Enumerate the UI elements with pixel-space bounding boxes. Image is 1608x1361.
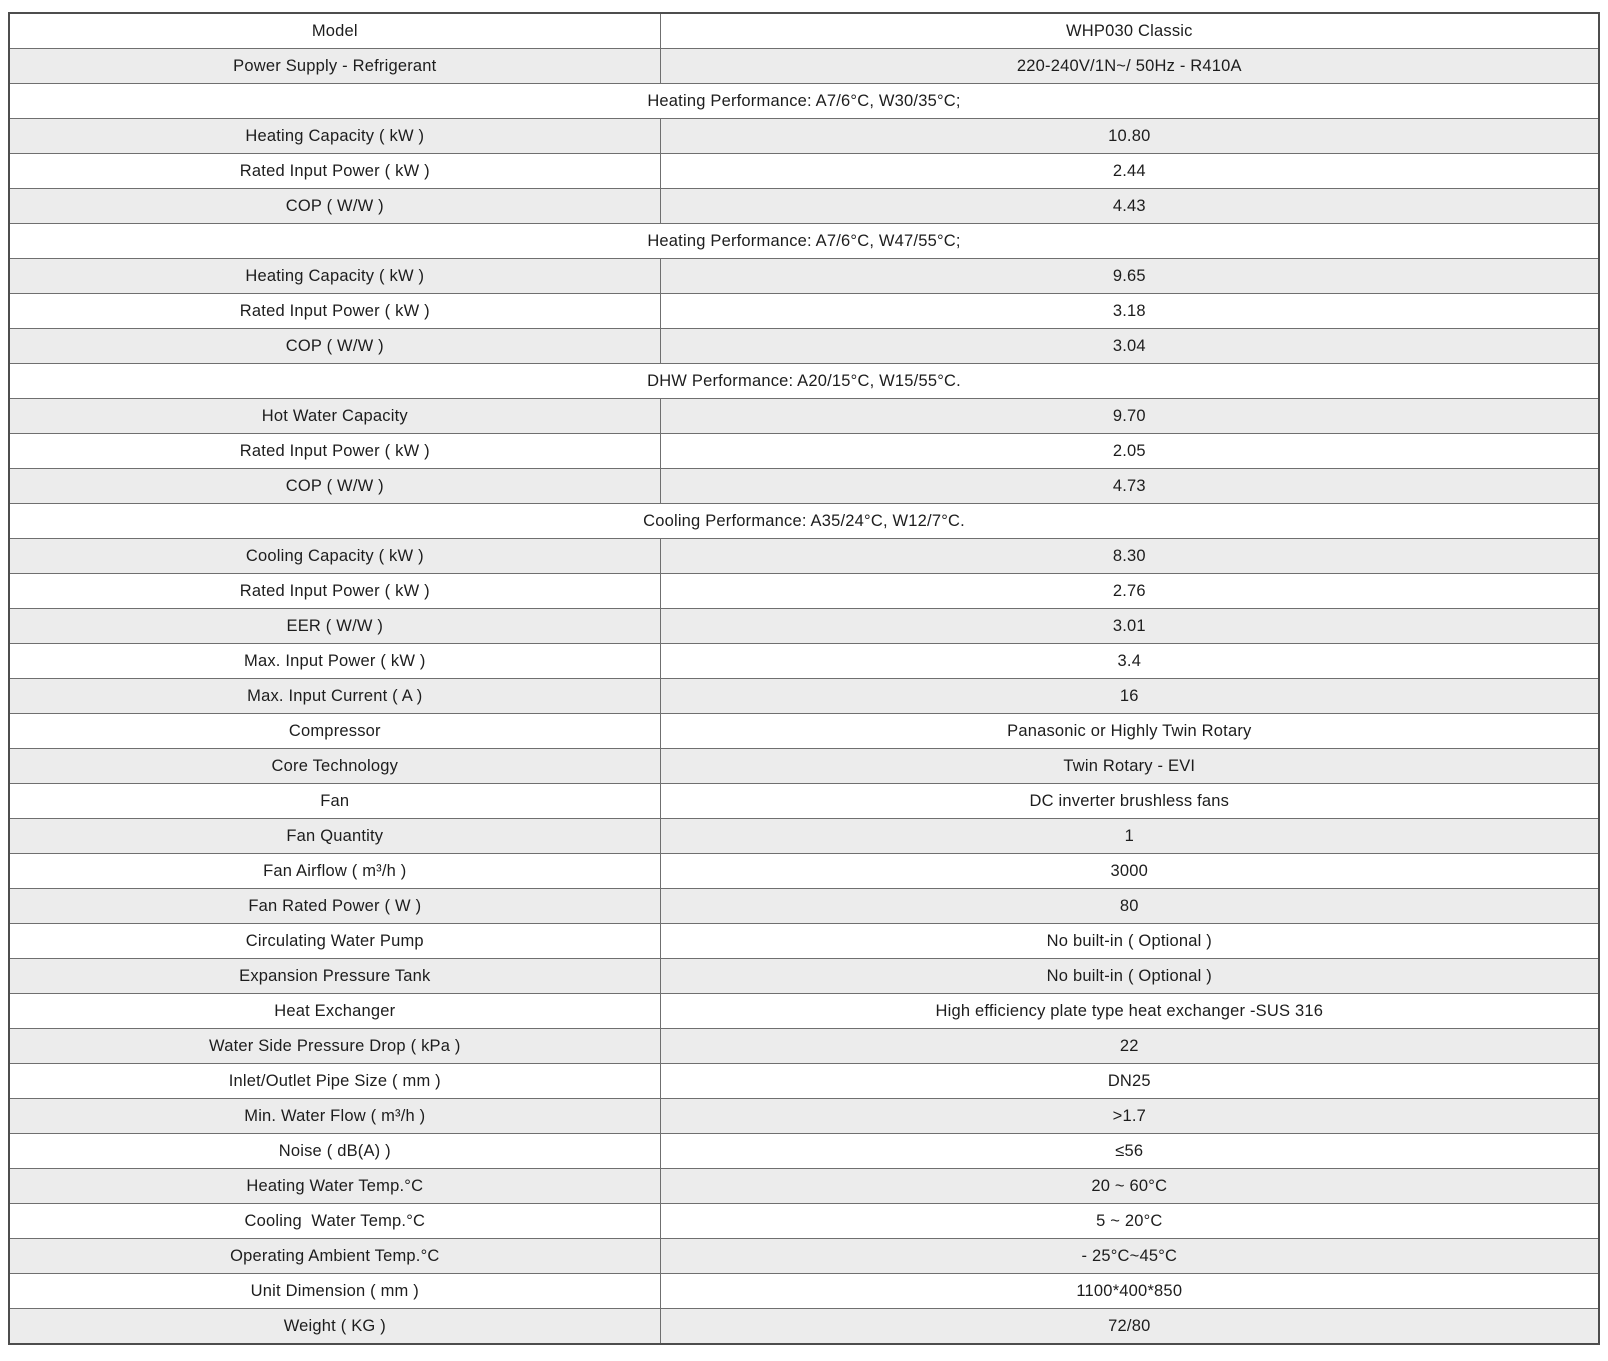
section-header-row [9,224,1599,259]
spec-label: Cooling Water Temp.°C [9,1204,660,1239]
spec-row [9,1134,1599,1169]
spec-row [9,1239,1599,1274]
spec-value: 1 [660,819,1599,854]
spec-table-body [9,13,1599,1344]
spec-value: 22 [660,1029,1599,1064]
spec-label: Weight ( KG ) [9,1309,660,1345]
spec-label: Noise ( dB(A) ) [9,1134,660,1169]
spec-row [9,399,1599,434]
spec-row [9,854,1599,889]
spec-label: Heating Water Temp.°C [9,1169,660,1204]
spec-label: COP ( W/W ) [9,329,660,364]
spec-value: 72/80 [660,1309,1599,1345]
spec-row [9,1274,1599,1309]
spec-row [9,154,1599,189]
spec-value: 3.04 [660,329,1599,364]
spec-label: Hot Water Capacity [9,399,660,434]
section-title: Cooling Performance: A35/24°C, W12/7°C. [9,504,1599,539]
spec-value: 3000 [660,854,1599,889]
spec-row [9,889,1599,924]
spec-label: Max. Input Current ( A ) [9,679,660,714]
spec-label: Power Supply - Refrigerant [9,49,660,84]
spec-value: No built-in ( Optional ) [660,959,1599,994]
spec-label: COP ( W/W ) [9,469,660,504]
spec-value: 9.65 [660,259,1599,294]
spec-row [9,469,1599,504]
spec-row [9,924,1599,959]
spec-label: Core Technology [9,749,660,784]
section-title: Heating Performance: A7/6°C, W30/35°C; [9,84,1599,119]
section-header-row [9,504,1599,539]
spec-value: DC inverter brushless fans [660,784,1599,819]
spec-row [9,1064,1599,1099]
spec-value: 16 [660,679,1599,714]
spec-label: Unit Dimension ( mm ) [9,1274,660,1309]
spec-row [9,1099,1599,1134]
spec-value: 4.73 [660,469,1599,504]
spec-label: Compressor [9,714,660,749]
spec-value: WHP030 Classic [660,13,1599,49]
spec-label: Expansion Pressure Tank [9,959,660,994]
section-header-row [9,84,1599,119]
spec-value: DN25 [660,1064,1599,1099]
spec-value: 3.4 [660,644,1599,679]
spec-row [9,644,1599,679]
section-title: DHW Performance: A20/15°C, W15/55°C. [9,364,1599,399]
spec-value: 80 [660,889,1599,924]
spec-value: 3.01 [660,609,1599,644]
spec-value: 10.80 [660,119,1599,154]
spec-label: Fan Airflow ( m³/h ) [9,854,660,889]
spec-label: Heating Capacity ( kW ) [9,259,660,294]
spec-row [9,1204,1599,1239]
spec-value: >1.7 [660,1099,1599,1134]
spec-value: 5 ~ 20°C [660,1204,1599,1239]
spec-label: Water Side Pressure Drop ( kPa ) [9,1029,660,1064]
spec-row [9,539,1599,574]
spec-row [9,329,1599,364]
spec-row [9,819,1599,854]
spec-label: Max. Input Power ( kW ) [9,644,660,679]
spec-label: Model [9,13,660,49]
spec-value: ≤56 [660,1134,1599,1169]
spec-value: Twin Rotary - EVI [660,749,1599,784]
spec-row [9,434,1599,469]
spec-row [9,294,1599,329]
spec-value: 8.30 [660,539,1599,574]
spec-value: Panasonic or Highly Twin Rotary [660,714,1599,749]
spec-label: Inlet/Outlet Pipe Size ( mm ) [9,1064,660,1099]
spec-label: Rated Input Power ( kW ) [9,574,660,609]
spec-label: COP ( W/W ) [9,189,660,224]
spec-table [8,12,1600,1345]
spec-label: Cooling Capacity ( kW ) [9,539,660,574]
spec-row [9,784,1599,819]
section-title: Heating Performance: A7/6°C, W47/55°C; [9,224,1599,259]
spec-label: Circulating Water Pump [9,924,660,959]
spec-row [9,189,1599,224]
spec-row [9,994,1599,1029]
spec-row [9,13,1599,49]
spec-label: Rated Input Power ( kW ) [9,294,660,329]
spec-row [9,679,1599,714]
section-header-row [9,364,1599,399]
spec-value: No built-in ( Optional ) [660,924,1599,959]
spec-label: Min. Water Flow ( m³/h ) [9,1099,660,1134]
spec-label: Rated Input Power ( kW ) [9,154,660,189]
spec-row [9,49,1599,84]
spec-value: 220-240V/1N~/ 50Hz - R410A [660,49,1599,84]
spec-value: 4.43 [660,189,1599,224]
spec-row [9,259,1599,294]
spec-value: High efficiency plate type heat exchanger -SUS 316 [660,994,1599,1029]
spec-label: Operating Ambient Temp.°C [9,1239,660,1274]
spec-label: EER ( W/W ) [9,609,660,644]
spec-row [9,574,1599,609]
spec-row [9,1169,1599,1204]
spec-row [9,1309,1599,1345]
spec-value: 2.05 [660,434,1599,469]
spec-label: Fan [9,784,660,819]
spec-row [9,609,1599,644]
spec-row [9,119,1599,154]
spec-label: Heat Exchanger [9,994,660,1029]
spec-row [9,1029,1599,1064]
spec-label: Fan Rated Power ( W ) [9,889,660,924]
spec-row [9,749,1599,784]
spec-value: 1100*400*850 [660,1274,1599,1309]
spec-label: Fan Quantity [9,819,660,854]
spec-label: Rated Input Power ( kW ) [9,434,660,469]
spec-value: - 25°C~45°C [660,1239,1599,1274]
spec-value: 2.76 [660,574,1599,609]
spec-value: 20 ~ 60°C [660,1169,1599,1204]
spec-row [9,959,1599,994]
spec-value: 2.44 [660,154,1599,189]
spec-value: 3.18 [660,294,1599,329]
spec-value: 9.70 [660,399,1599,434]
spec-label: Heating Capacity ( kW ) [9,119,660,154]
spec-row [9,714,1599,749]
